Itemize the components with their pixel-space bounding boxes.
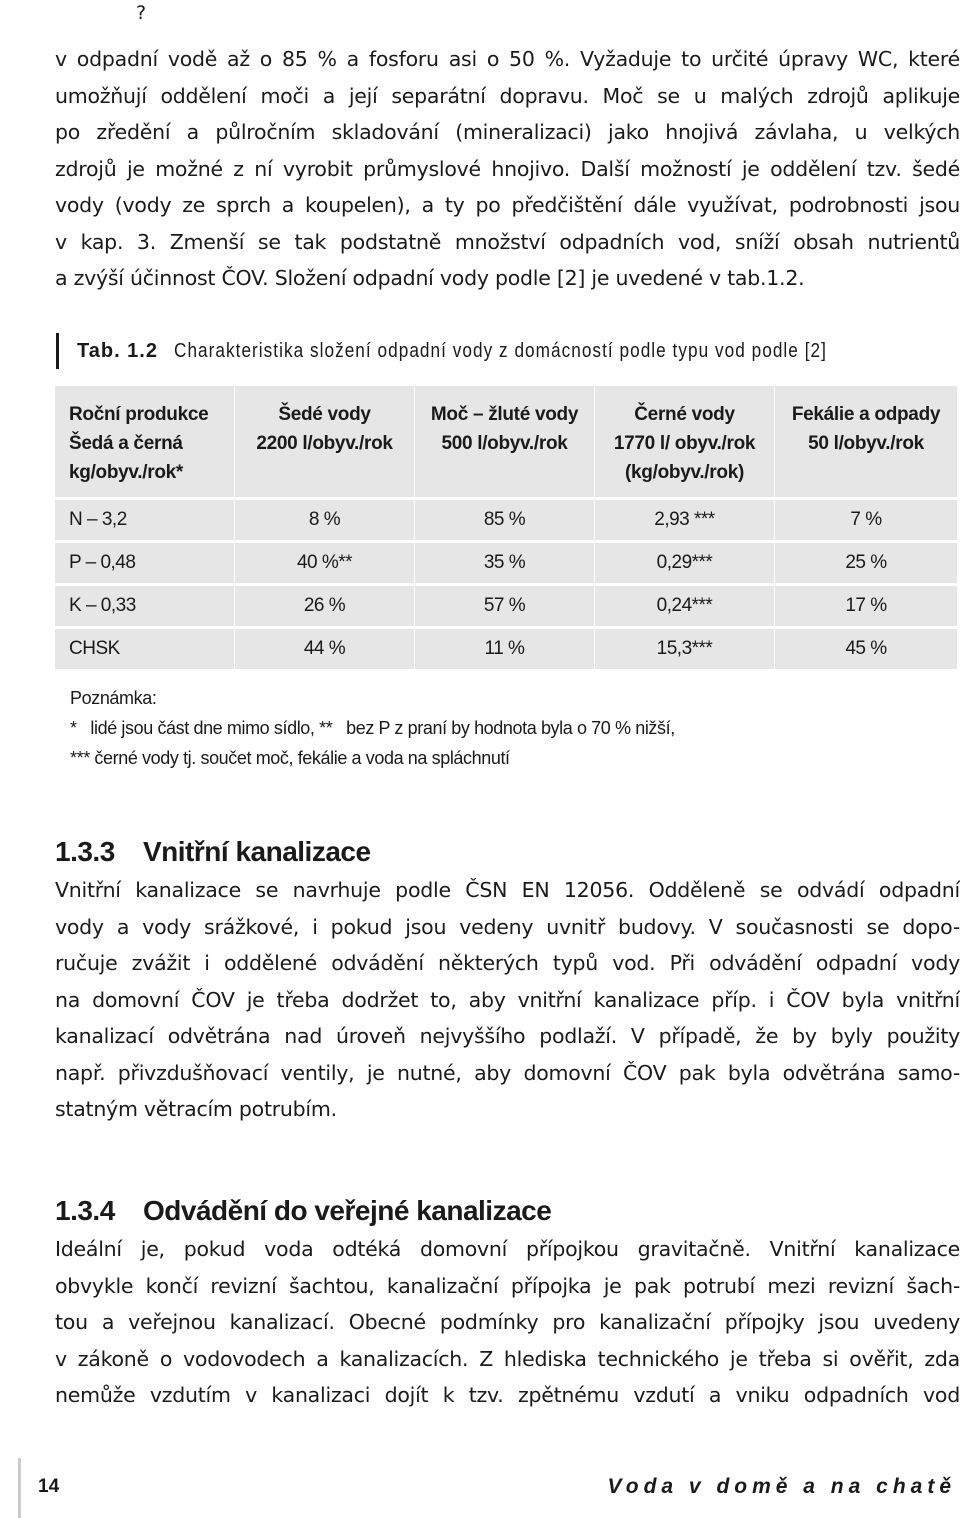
text-line: a zvýší účinnost ČOV. Složení odpadní vody podle [2] je uvedené v tab.1.2. <box>55 266 805 290</box>
intro-paragraph <box>55 41 960 297</box>
header-grey-water: Šedé vody 2200 l/obyv./rok <box>235 386 415 497</box>
table-cell: 0,24*** <box>595 586 775 626</box>
text-line: např. přivzdušňovací ventily, je nutné, aby domovní ČOV pak byla odvětrána samo- <box>55 1060 960 1085</box>
text-line: na domovní ČOV je třeba dodržet to, aby vnitřní kanalizace příp. i ČOV byla vnitřní <box>55 987 960 1012</box>
section-title: Odvádění do veřejné kanalizace <box>143 1195 552 1226</box>
table-cell: 8 % <box>235 500 415 540</box>
text-line: obvykle končí revizní šachtou, kanalizační přípojka je pak potrubí mezi revizní šach- <box>55 1273 960 1298</box>
running-footer-title: Voda v domě a na chatě <box>607 1475 956 1498</box>
table-cell: 26 % <box>235 586 415 626</box>
text-line: umožňují oddělení moči a její separátní dopravu. Moč se u malých zdrojů aplikuje <box>55 83 960 108</box>
section-number: 1.3.3 <box>55 836 115 867</box>
table-cell: 17 % <box>775 586 957 626</box>
table-cell: 45 % <box>775 629 957 669</box>
table-cell: CHSK <box>55 629 235 669</box>
text-line: po zředění a půlročním skladování (mineralizaci) jako hnojivá závlaha, u velkých <box>55 120 960 144</box>
section-heading <box>55 1191 551 1231</box>
section-number: 1.3.4 <box>55 1195 115 1226</box>
text-line: v kap. 3. Zmenší se tak podstatně množství odpadních vod, sníží obsah nutrientů <box>55 229 960 254</box>
table-cell: 85 % <box>415 500 595 540</box>
header-urine: Moč – žluté vody 500 l/obyv./rok <box>415 386 595 497</box>
text-line: v odpadní vodě až o 85 % a fosforu asi o 50 %. Vyžaduje to určité úpravy WC, které <box>55 47 960 71</box>
section-title: Vnitřní kanalizace <box>143 836 371 867</box>
table-row <box>55 586 957 626</box>
table-cell: 57 % <box>415 586 595 626</box>
table-cell: 44 % <box>235 629 415 669</box>
table-cell: 40 %** <box>235 543 415 583</box>
text-line: vody a vody srážkové, i pokud jsou vedeny uvnitř budovy. V současnosti se dopo- <box>55 914 960 939</box>
table-header-row <box>55 386 957 497</box>
page-number: 14 <box>38 1476 60 1497</box>
text-line: ručuje zvážit i oddělené odvádění některých typů vod. Při odvádění odpadní vody <box>55 951 960 975</box>
table-cell: N – 3,2 <box>55 500 235 540</box>
text-line: vody (vody ze sprch a koupelen), a ty po předčištění dále využívat, podrobnosti jsou <box>55 193 960 217</box>
table-caption-number: Tab. 1.2 <box>77 340 158 362</box>
text-line: Vnitřní kanalizace se navrhuje podle ČSN EN 12056. Odděleně se odvádí odpadní <box>55 878 960 902</box>
text-line: zdrojů je možné z ní vyrobit průmyslové hnojivo. Další možností je oddělení tzv. šedé <box>55 156 960 181</box>
note-line: * lidé jsou část dne mimo sídlo, ** bez P z praní by hodnota byla o 70 % nižší, <box>70 718 675 738</box>
text-line: Ideální je, pokud voda odtéká domovní přípojkou gravitačně. Vnitřní kanalizace <box>55 1237 960 1261</box>
table-cell: 0,29*** <box>595 543 775 583</box>
section-paragraph <box>55 872 960 1128</box>
table-cell: 2,93 *** <box>595 500 775 540</box>
footer-divider <box>18 1458 21 1518</box>
table-cell: 25 % <box>775 543 957 583</box>
table-row <box>55 500 957 540</box>
table-note <box>70 683 675 773</box>
text-line: nemůže vzdutím v kanalizaci dojít k tzv. zpětnému vzdutí a vniku odpadních vod <box>55 1383 960 1407</box>
table-cell: 7 % <box>775 500 957 540</box>
table-cell: 35 % <box>415 543 595 583</box>
table-row <box>55 543 957 583</box>
table-cell: 15,3*** <box>595 629 775 669</box>
note-line: Poznámka: <box>70 688 157 708</box>
note-line: *** černé vody tj. součet moč, fekálie a voda na spláchnutí <box>70 748 510 768</box>
header-black-water: Černé vody 1770 l/ obyv./rok (kg/obyv./rok) <box>595 386 775 497</box>
header-feces: Fekálie a odpady 50 l/obyv./rok <box>775 386 957 497</box>
text-line: statným větracím potrubím. <box>55 1097 337 1121</box>
table-row <box>55 629 957 669</box>
header-annual-production: Roční produkce Šedá a černá kg/obyv./rok* <box>55 386 235 497</box>
question-mark: ? <box>136 2 147 24</box>
table-cell: 11 % <box>415 629 595 669</box>
table-caption-text: Charakteristika složení odpadní vody z domácností podle typu vod podle [2] <box>173 340 827 362</box>
table-caption <box>56 333 933 369</box>
text-line: tou a veřejnou kanalizací. Obecné podmínky pro kanalizační přípojky jsou uvedeny <box>55 1310 960 1334</box>
table-cell: K – 0,33 <box>55 586 235 626</box>
section-paragraph <box>55 1231 960 1414</box>
composition-table <box>55 383 957 672</box>
text-line: v zákoně o vodovodech a kanalizacích. Z hlediska technického je třeba si ověřit, zda <box>55 1346 960 1371</box>
table-cell: P – 0,48 <box>55 543 235 583</box>
section-heading <box>55 832 371 872</box>
text-line: kanalizací odvětrána nad úroveň nejvyššího podlaží. V případě, že by byly použity <box>55 1024 960 1048</box>
